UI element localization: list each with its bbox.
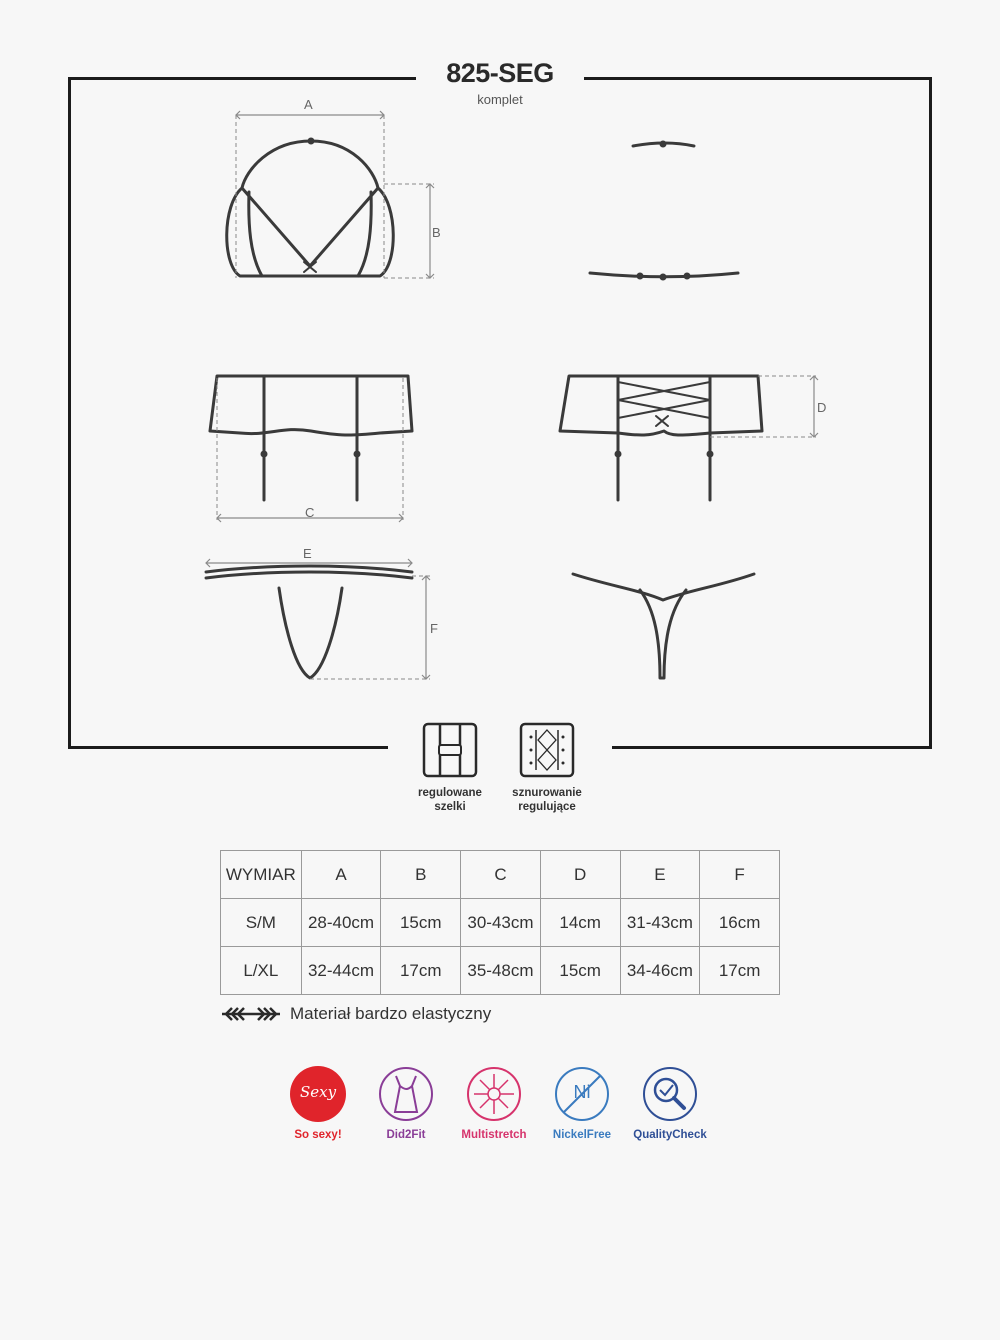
feature-label-line2: szelki (434, 801, 466, 813)
table-cell: 32-44cm (301, 947, 381, 995)
table-row (221, 899, 780, 947)
did2fit-icon (380, 1068, 432, 1120)
table-header-cell: D (540, 851, 620, 899)
table-header-cell: A (301, 851, 381, 899)
elastic-note: Materiał bardzo elastyczny (290, 1004, 492, 1023)
table-header-cell: WYMIAR (221, 851, 302, 899)
table-header-cell: F (700, 851, 780, 899)
table-cell: 14cm (540, 899, 620, 947)
table-cell: 17cm (381, 947, 461, 995)
lacing-icon (521, 724, 573, 776)
badge-label-did2fit: Did2Fit (386, 1129, 426, 1141)
table-cell: 15cm (381, 899, 461, 947)
feature-label-line2: regulujące (518, 801, 576, 813)
dimension-label-d: D (817, 400, 827, 415)
dimension-label-b: B (432, 225, 441, 240)
table-cell: 17cm (700, 947, 780, 995)
garter-belt-front-drawing (210, 376, 412, 500)
elastic-arrows-icon (222, 1008, 280, 1020)
nickel-free-icon-text: Ni (573, 1082, 591, 1102)
table-header-row (221, 851, 780, 899)
table-cell: 34-46cm (620, 947, 700, 995)
thong-front-drawing (206, 566, 412, 678)
table-row (221, 947, 780, 995)
badge-label-nickel-free: NickelFree (552, 1129, 612, 1141)
product-title: 825-SEG (446, 58, 554, 88)
quality-check-icon (644, 1068, 696, 1120)
dimension-label-e: E (303, 546, 312, 561)
adjustable-straps-icon (424, 724, 476, 776)
dimension-arrows (206, 111, 818, 679)
table-header-cell: B (381, 851, 461, 899)
table-cell: S/M (221, 899, 302, 947)
feature-label-line1: regulowane (418, 787, 482, 799)
bra-back-drawing (590, 143, 738, 277)
table-cell: 28-40cm (301, 899, 381, 947)
table-cell: 16cm (700, 899, 780, 947)
table-header-cell: E (620, 851, 700, 899)
product-subtitle: komplet (477, 92, 523, 107)
table-cell: 35-48cm (461, 947, 541, 995)
table-cell: 31-43cm (620, 899, 700, 947)
table-header-cell: C (461, 851, 541, 899)
table-cell: 15cm (540, 947, 620, 995)
badge-label-multistretch: Multistretch (461, 1129, 527, 1141)
table-cell: L/XL (221, 947, 302, 995)
garter-belt-back-drawing (560, 376, 762, 500)
badge-label-so-sexy: So sexy! (294, 1129, 342, 1141)
feature-label-line1: sznurowanie (512, 787, 582, 799)
size-table (220, 850, 780, 995)
thong-back-drawing (573, 574, 754, 678)
multistretch-icon (468, 1068, 520, 1120)
dimension-guides (217, 115, 816, 679)
feature-lacing (487, 786, 607, 814)
bra-front-drawing (227, 141, 394, 276)
so-sexy-icon-text: Sexy (299, 1083, 337, 1101)
table-cell: 30-43cm (461, 899, 541, 947)
dimension-label-a: A (304, 97, 313, 112)
dimension-label-f: F (430, 621, 438, 636)
badge-label-quality-check: QualityCheck (633, 1129, 707, 1141)
dimension-label-c: C (305, 505, 315, 520)
